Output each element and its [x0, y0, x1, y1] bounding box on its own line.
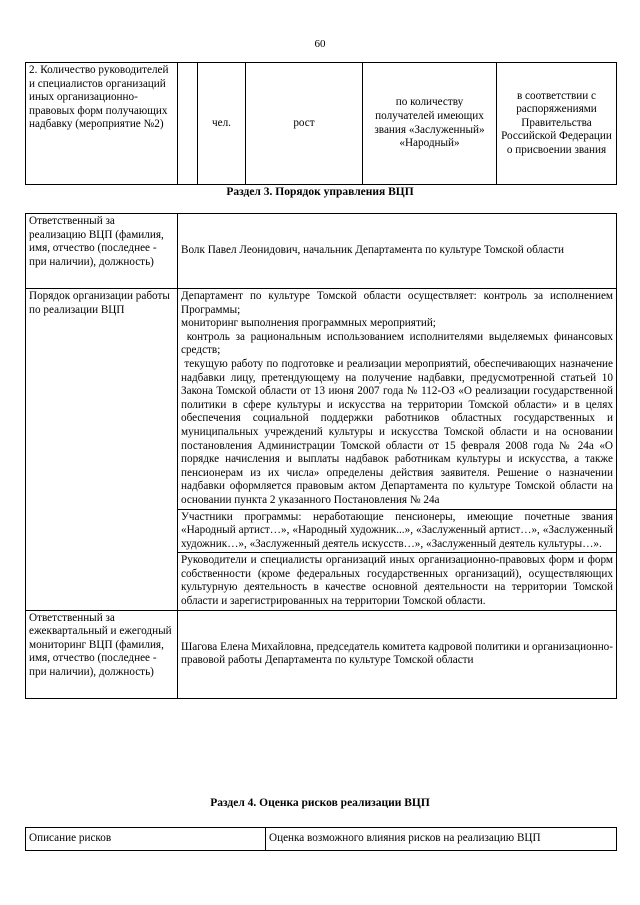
monitoring-value: Шагова Елена Михайловна, председатель комитета кадровой политики и организационно-правовой работы Департамента по культуре Томской области — [178, 610, 617, 698]
order-value — [178, 289, 617, 510]
indicator-name: 2. Количество руководителей и специалистов организаций иных организационно-правовых форм получающих надбавку (мероприятие №2) — [26, 63, 178, 185]
indicator-unit: чел. — [198, 63, 246, 185]
participants-specialists: Руководители и специалисты организаций иных организационно-правовых форм и форм собственности (кроме федеральных государственных организаций), осуществляющих культурную деятельность в качестве основной деятельности на территории Томской области и зарегистрированных на территории Томской области. — [178, 553, 617, 610]
monitoring-label: Ответственный за ежеквартальный и ежегодный мониторинг ВЦП (фамилия, имя, отчество (последнее - при наличии), должность) — [26, 610, 178, 698]
indicator-method: по количеству получателей имеющих звания «Заслуженный» «Народный» — [363, 63, 497, 185]
section-4-title: Раздел 4. Оценка рисков реализации ВЦП — [210, 797, 430, 809]
responsible-label: Ответственный за реализацию ВЦП (фамилия, имя, отчество (последнее - при наличии), должность) — [26, 214, 178, 289]
order-paragraph: текущую работу по подготовке и реализации мероприятий, обеспечивающих назначение надбавки лицу, претендующему на получение надбавки, предусмотренной статьей 10 Закона Томской области от 13 июня 2007 года № 112-ОЗ «О реализации государственной политики в сфере культуры и искусства на территории Томской области» и в целях обеспечения социальной поддержки работников областных государственных и муниципальных учреждений культуры и искусства Томской области и на основании постановления Администрации Томской области от 15 февраля 2008 года № 24а «О порядке начисления и выплаты надбавок работникам культуры и искусства, а также пенсионерам из их числа» определены действия заявителя. Решение о назначении надбавки оформляется правовым актом Департамента по культуре Томской области на основании пункта 2 указанного Постановления № 24а — [181, 357, 616, 506]
indicator-source: в соответствии с распоряжениями Правительства Российской Федерации о присвоении звания — [497, 63, 617, 185]
risks-table — [25, 827, 617, 851]
order-paragraph: Департамент по культуре Томской области осуществляет: контроль за исполнением Программы; — [181, 290, 613, 316]
page-number: 60 — [314, 38, 326, 50]
participants-pensioners: Участники программы: неработающие пенсионеры, имеющие почетные звания «Народный артист…», «Народный художник...», «Заслуженный артист…», «Заслуженный художник…», «Заслуженный деятель искусств…», «Заслуженный деятель культуры…». — [178, 509, 617, 553]
management-table — [25, 213, 617, 699]
responsible-value: Волк Павел Леонидович, начальник Департамента по культуре Томской области — [178, 214, 617, 289]
empty-cell — [178, 63, 198, 185]
order-paragraph: мониторинг выполнения программных мероприятий; — [181, 317, 436, 330]
order-paragraph: контроль за рациональным использованием исполнителями выделяемых финансовых средств; — [181, 330, 616, 357]
order-label: Порядок организации работы по реализации ВЦП — [26, 289, 178, 611]
indicator-table — [25, 62, 617, 185]
indicator-trend: рост — [246, 63, 363, 185]
risks-impact-header: Оценка возможного влияния рисков на реализацию ВЦП — [266, 828, 617, 851]
risks-description-header: Описание рисков — [26, 828, 266, 851]
section-3-title: Раздел 3. Порядок управления ВЦП — [226, 186, 414, 198]
